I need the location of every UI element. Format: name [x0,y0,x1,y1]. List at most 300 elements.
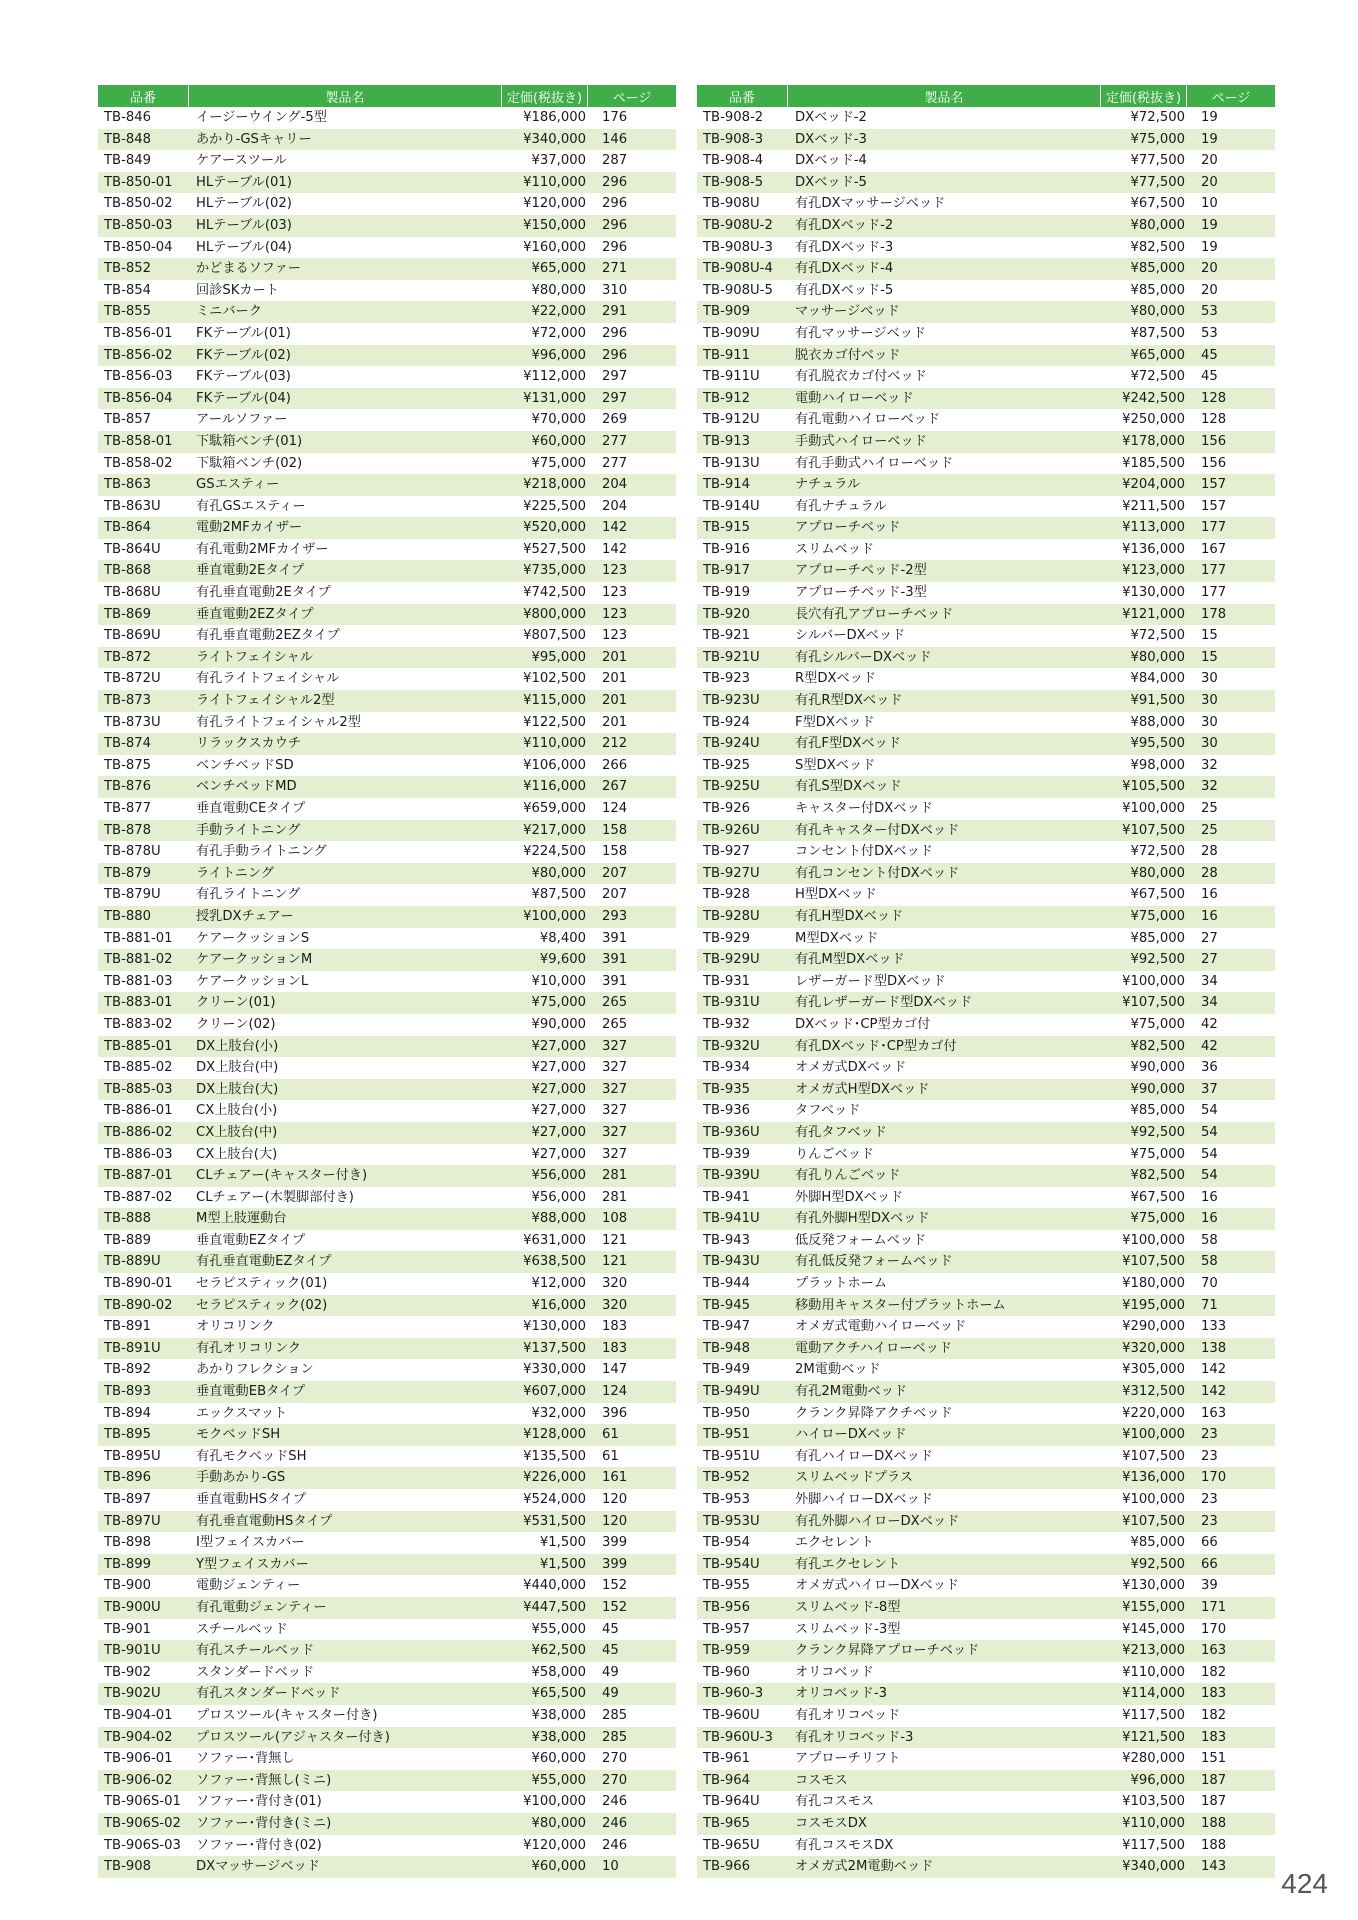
catalog-page: 45 [1201,347,1218,363]
table-row [98,1079,676,1101]
price: ¥67,500 [1130,887,1185,903]
catalog-page: 147 [602,1362,628,1378]
price: ¥12,000 [531,1276,586,1292]
table-row [98,884,676,906]
product-name: DXベッド-2 [795,110,867,125]
table-row [98,150,676,172]
price: ¥330,000 [523,1362,586,1378]
product-code: TB-960-3 [703,1686,764,1702]
price: ¥10,000 [531,973,586,989]
price: ¥27,000 [531,1038,586,1054]
product-name: 有孔垂直電動2EZタイプ [196,628,340,644]
catalog-page: 246 [602,1794,628,1810]
catalog-page: 270 [602,1751,628,1767]
product-name: オメガ式ハイローDXベッド [795,1578,960,1594]
product-name: 下駄箱ベンチ(01) [196,433,303,449]
table-row [98,1554,676,1576]
product-code: TB-906-01 [104,1751,173,1767]
table-row [697,1813,1275,1835]
catalog-page: 121 [602,1232,628,1248]
price: ¥242,500 [1122,390,1185,406]
price-table-right [697,85,1275,1878]
price: ¥121,500 [1122,1729,1185,1745]
catalog-page: 270 [602,1772,628,1788]
product-name: ライトニング [196,865,274,881]
price: ¥56,000 [531,1168,586,1184]
product-code: TB-911 [703,347,751,363]
price: ¥80,000 [531,865,586,881]
catalog-page: 42 [1201,1016,1218,1032]
price: ¥100,000 [523,1794,586,1810]
product-code: TB-879U [104,887,161,903]
price: ¥27,000 [531,1124,586,1140]
catalog-page: 188 [1201,1837,1227,1853]
product-code: TB-964U [703,1794,760,1810]
table-row [697,301,1275,323]
product-code: TB-908-4 [703,153,764,169]
price: ¥100,000 [1122,1232,1185,1248]
product-code: TB-909 [703,304,751,320]
catalog-page: 143 [1201,1859,1227,1875]
price: ¥82,500 [1130,1038,1185,1054]
product-name: 有孔垂直電動2Eタイプ [196,585,331,601]
product-code: TB-876 [104,779,152,795]
product-code: TB-897U [104,1513,161,1529]
product-code: TB-868U [104,585,161,601]
product-code: TB-925 [703,757,751,773]
table-row [98,1727,676,1749]
catalog-page: 170 [1201,1621,1227,1637]
price: ¥72,000 [531,325,586,341]
catalog-page: 53 [1201,304,1218,320]
product-name: ハイローDXベッド [795,1427,907,1443]
catalog-page: 158 [602,822,628,838]
table-row [697,820,1275,842]
table-row [697,560,1275,582]
product-name: コスモスDX [795,1815,867,1831]
catalog-page: 54 [1201,1103,1218,1119]
product-code: TB-950 [703,1405,751,1421]
price: ¥55,000 [531,1621,586,1637]
product-name: 有孔DXベッド-3 [795,239,894,255]
table-row [697,280,1275,302]
product-code: TB-906S-02 [104,1815,181,1831]
product-code: TB-961 [703,1751,751,1767]
price: ¥607,000 [523,1384,586,1400]
header-name: 製品名 [189,85,502,107]
catalog-page: 15 [1201,649,1218,665]
product-code: TB-856-02 [104,347,173,363]
table-row [697,1748,1275,1770]
table-row [98,453,676,475]
product-code: TB-850-01 [104,174,173,190]
table-row [98,1230,676,1252]
table-row [98,1122,676,1144]
product-name: クランク昇降アクチベッド [795,1405,953,1421]
price: ¥107,500 [1122,995,1185,1011]
product-name: 有孔モクベッドSH [196,1448,307,1464]
product-name: オメガ式2M電動ベッド [795,1859,934,1875]
price: ¥80,000 [1130,304,1185,320]
catalog-page: 310 [602,282,628,298]
price: ¥110,000 [523,174,586,190]
table-row [98,1813,676,1835]
price: ¥95,000 [531,649,586,665]
table-row [697,1727,1275,1749]
product-code: TB-854 [104,282,152,298]
table-row [697,517,1275,539]
product-code: TB-914 [703,477,751,493]
table-row [98,1575,676,1597]
product-name: 有孔シルバーDXベッド [795,649,932,665]
product-name: オメガ式H型DXベッド [795,1081,930,1097]
price: ¥135,500 [523,1448,586,1464]
product-code: TB-886-01 [104,1103,173,1119]
table-row [697,1424,1275,1446]
price: ¥77,500 [1130,174,1185,190]
catalog-page: 246 [602,1815,628,1831]
product-code: TB-953U [703,1513,760,1529]
price: ¥128,000 [523,1427,586,1443]
product-code: TB-883-01 [104,995,173,1011]
price: ¥340,000 [523,131,586,147]
catalog-page: 296 [602,196,628,212]
product-code: TB-908U-4 [703,261,773,277]
catalog-page: 183 [602,1340,628,1356]
product-name: 有孔垂直電動EZタイプ [196,1254,332,1270]
price: ¥75,000 [531,995,586,1011]
table-row [98,1187,676,1209]
product-code: TB-936 [703,1103,751,1119]
product-code: TB-894 [104,1405,152,1421]
product-name: 回診SKカート [196,282,279,298]
price: ¥85,000 [1130,282,1185,298]
product-name: りんごベッド [795,1146,875,1162]
table-row [697,863,1275,885]
table-row [98,517,676,539]
product-code: TB-956 [703,1599,751,1615]
catalog-page: 207 [602,887,628,903]
product-name: CX上肢台(大) [196,1146,278,1162]
product-name: 有孔2M電動ベッド [795,1384,908,1400]
product-code: TB-912U [703,412,760,428]
product-name: アプローチベッド-2型 [795,563,927,579]
product-name: Y型フェイスカバー [196,1556,309,1572]
catalog-page: 183 [602,1319,628,1335]
price: ¥305,000 [1122,1362,1185,1378]
product-code: TB-966 [703,1859,751,1875]
table-row [697,1446,1275,1468]
table-row [98,625,676,647]
catalog-page: 296 [602,239,628,255]
catalog-page: 19 [1201,131,1218,147]
product-name: M型DXベッド [795,930,879,946]
price: ¥27,000 [531,1103,586,1119]
product-code: TB-908-2 [703,110,764,125]
price: ¥1,500 [539,1556,586,1572]
product-name: 有孔コンセント付DXベッド [795,865,960,881]
product-code: TB-923U [703,693,760,709]
price: ¥226,000 [523,1470,586,1486]
product-name: ソファー･背付き(01) [196,1794,322,1810]
product-name: スチールベッド [196,1621,288,1637]
price: ¥105,500 [1122,779,1185,795]
product-name: クリーン(01) [196,995,276,1011]
table-row [98,1381,676,1403]
table-row [98,1511,676,1533]
table-row [697,798,1275,820]
table-row [697,582,1275,604]
catalog-page: 16 [1201,908,1218,924]
catalog-page: 391 [602,973,628,989]
product-code: TB-928 [703,887,751,903]
catalog-page: 70 [1201,1276,1218,1292]
product-code: TB-858-01 [104,433,173,449]
price: ¥204,000 [1122,477,1185,493]
catalog-page: 16 [1201,1189,1218,1205]
product-name: 有孔ナチュラル [795,498,887,514]
header-price: 定価(税抜き) [1101,85,1187,107]
price: ¥312,500 [1122,1384,1185,1400]
price: ¥70,000 [531,412,586,428]
product-name: 手動式ハイローベッド [795,433,927,449]
product-code: TB-949U [703,1384,760,1400]
price: ¥340,000 [1122,1859,1185,1875]
product-name: 有孔DXベッド-5 [795,282,894,298]
table-row [697,928,1275,950]
product-name: 電動ハイローベッド [795,390,914,406]
catalog-page: 178 [1201,606,1227,622]
table-row [98,172,676,194]
product-name: 垂直電動2EZタイプ [196,606,314,622]
table-row [98,1835,676,1857]
product-code: TB-878 [104,822,152,838]
product-name: キャスター付DXベッド [795,801,933,816]
price: ¥186,000 [523,110,586,125]
price: ¥84,000 [1130,671,1185,687]
table-row [697,1662,1275,1684]
price: ¥9,600 [539,952,586,968]
header-price: 定価(税抜き) [502,85,588,107]
catalog-page: 265 [602,1016,628,1032]
table-row [697,1575,1275,1597]
product-name: 有孔GSエスティー [196,498,306,514]
product-name: ソファー･背無し [196,1751,295,1767]
product-name: HLテーブル(03) [196,217,292,233]
table-row [697,1835,1275,1857]
table-row [697,712,1275,734]
price: ¥638,500 [523,1254,586,1270]
product-code: TB-886-03 [104,1146,173,1162]
table-row [697,755,1275,777]
product-code: TB-857 [104,412,152,428]
table-row [98,366,676,388]
product-code: TB-954U [703,1556,760,1572]
catalog-page: 23 [1201,1513,1218,1529]
product-code: TB-906-02 [104,1772,173,1788]
product-code: TB-902U [104,1686,161,1702]
product-name: 有孔DXベッド-2 [795,217,894,233]
product-code: TB-965U [703,1837,760,1853]
product-code: TB-872U [104,671,161,687]
product-code: TB-869U [104,628,161,644]
price: ¥27,000 [531,1060,586,1076]
price: ¥27,000 [531,1146,586,1162]
product-name: 有孔M型DXベッド [795,952,905,968]
product-code: TB-924U [703,736,760,752]
table-row [697,1100,1275,1122]
product-name: 有孔H型DXベッド [795,908,904,924]
table-row [697,604,1275,626]
product-code: TB-912 [703,390,751,406]
catalog-page: 133 [1201,1319,1227,1335]
product-code: TB-960U-3 [703,1729,773,1745]
catalog-page: 123 [602,563,628,579]
catalog-page: 271 [602,261,628,277]
table-row [98,1036,676,1058]
table-row [98,1705,676,1727]
catalog-page: 158 [602,844,628,860]
product-code: TB-885-01 [104,1038,173,1054]
product-name: 低反発フォームベッド [795,1232,927,1248]
table-row [98,776,676,798]
catalog-page: 156 [1201,433,1227,449]
product-name: ライトフェイシャル [196,649,313,665]
product-name: ソファー･背付き(ミニ) [196,1815,332,1831]
product-name: 有孔電動ジェンティー [196,1599,327,1615]
product-code: TB-939U [703,1168,760,1184]
price: ¥56,000 [531,1189,586,1205]
price: ¥112,000 [523,369,586,385]
product-name: R型DXベッド [795,671,877,687]
product-name: 2M電動ベッド [795,1362,881,1378]
table-row [697,1316,1275,1338]
product-name: 外脚ハイローDXベッド [795,1492,933,1507]
catalog-page: 212 [602,736,628,752]
product-name: プロスツール(アジャスター付き) [196,1729,390,1745]
catalog-page: 183 [1201,1729,1227,1745]
product-name: シルバーDXベッド [795,628,906,644]
table-row [697,193,1275,215]
price: ¥320,000 [1122,1340,1185,1356]
product-code: TB-908U-5 [703,282,773,298]
price: ¥120,000 [523,1837,586,1853]
product-name: スタンダードベッド [196,1664,315,1680]
catalog-page: 285 [602,1707,628,1723]
price: ¥65,000 [531,261,586,277]
catalog-page: 27 [1201,930,1218,946]
price: ¥32,000 [531,1405,586,1421]
product-name: 有孔コスモスDX [795,1837,894,1853]
table-row [697,1381,1275,1403]
product-code: TB-864U [104,541,161,557]
catalog-page: 267 [602,779,628,795]
price: ¥80,000 [531,1815,586,1831]
catalog-page: 182 [1201,1707,1227,1723]
product-code: TB-914U [703,498,760,514]
catalog-page: 265 [602,995,628,1011]
product-code: TB-873 [104,693,152,709]
product-name: セラピスティック(01) [196,1276,328,1292]
product-code: TB-948 [703,1340,751,1356]
table-row [697,1683,1275,1705]
product-code: TB-960 [703,1664,751,1680]
table-row [98,992,676,1014]
catalog-page: 124 [602,1384,628,1400]
price: ¥85,000 [1130,930,1185,946]
catalog-page: 163 [1201,1643,1227,1659]
product-code: TB-856-01 [104,325,173,341]
product-code: TB-908 [104,1859,152,1875]
catalog-page: 167 [1201,541,1227,557]
product-code: TB-856-03 [104,369,173,385]
product-name: アプローチベッド [795,520,901,536]
catalog-page: 20 [1201,261,1218,277]
price: ¥75,000 [531,455,586,471]
catalog-page: 293 [602,908,628,924]
price: ¥137,500 [523,1340,586,1356]
table-row [98,1683,676,1705]
table-row [98,388,676,410]
product-name: スリムベッド-8型 [795,1599,901,1615]
catalog-page: 296 [602,347,628,363]
catalog-page: 36 [1201,1060,1218,1076]
product-code: TB-908-5 [703,174,764,190]
product-name: ライトフェイシャル2型 [196,693,335,709]
price: ¥110,000 [523,736,586,752]
catalog-page: 32 [1201,757,1218,773]
product-name: タフベッド [795,1103,861,1119]
table-row [697,1856,1275,1878]
table-row [697,1640,1275,1662]
product-code: TB-904-02 [104,1729,173,1745]
price: ¥80,000 [1130,649,1185,665]
product-code: TB-895 [104,1427,152,1443]
catalog-page: 138 [1201,1340,1227,1356]
catalog-page: 201 [602,693,628,709]
table-row [98,1403,676,1425]
product-code: TB-846 [104,110,152,125]
price: ¥131,000 [523,390,586,406]
price: ¥90,000 [1130,1060,1185,1076]
table-row [98,237,676,259]
price: ¥92,500 [1130,952,1185,968]
product-code: TB-899 [104,1556,152,1572]
price: ¥8,400 [539,930,586,946]
price: ¥95,500 [1130,736,1185,752]
price: ¥82,500 [1130,1168,1185,1184]
catalog-page: 45 [1201,369,1218,385]
catalog-page: 204 [602,477,628,493]
catalog-page: 20 [1201,282,1218,298]
price: ¥531,500 [523,1513,586,1529]
catalog-page: 320 [602,1276,628,1292]
table-row [697,1791,1275,1813]
product-name: ケアークッションL [196,973,309,989]
catalog-page: 142 [1201,1384,1227,1400]
catalog-page: 120 [602,1492,628,1507]
header-page: ページ [1211,90,1251,106]
product-code: TB-920 [703,606,751,622]
price: ¥60,000 [531,433,586,449]
price: ¥72,500 [1130,110,1185,125]
price: ¥527,500 [523,541,586,557]
table-row [697,1359,1275,1381]
product-name: 下駄箱ベンチ(02) [196,455,303,471]
catalog-page: 71 [1201,1297,1218,1313]
product-name: M型上肢運動台 [196,1211,287,1227]
table-row [98,1316,676,1338]
